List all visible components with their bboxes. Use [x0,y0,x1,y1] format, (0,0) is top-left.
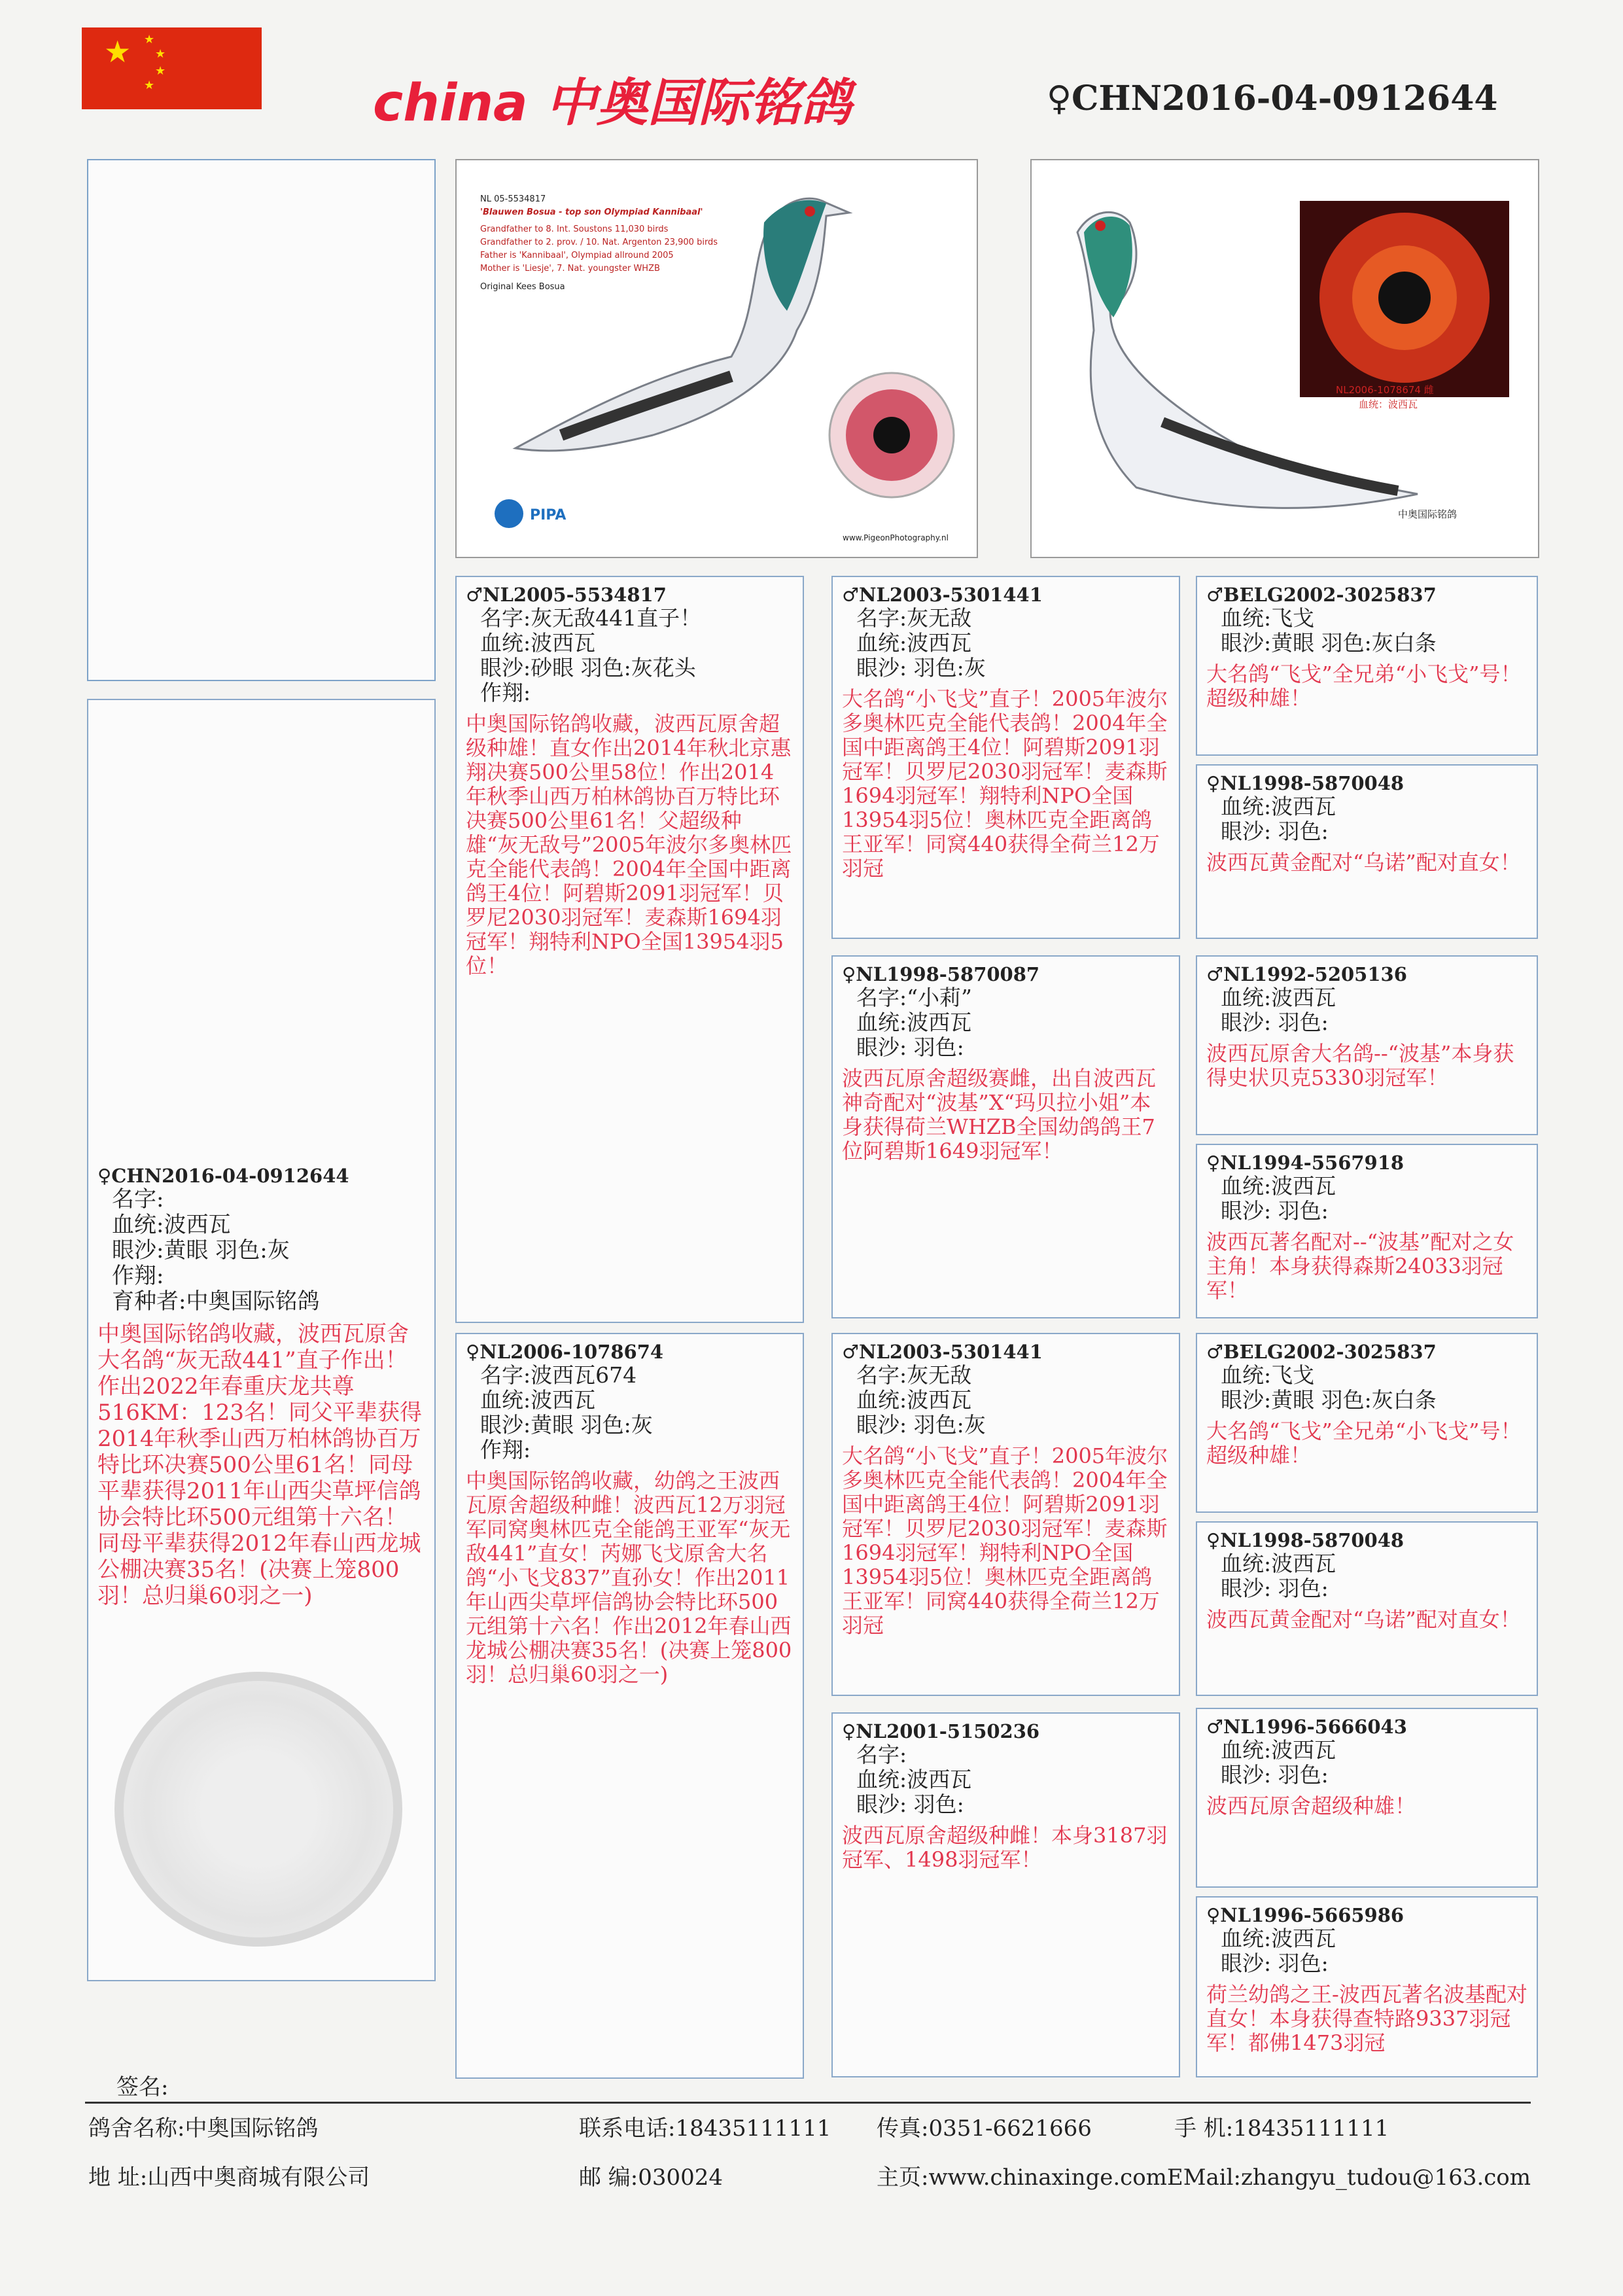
card-line: 血统:波西瓦 [856,1387,972,1413]
card-description: 中奥国际铭鸽收藏，波西瓦原舍超级种雄！直女作出2014年秋北京惠翔决赛500公里58位！作出2014年秋季山西万柏林鸽协百万特比环决赛500公里61名！父超级种雄“灰无敌号”2005年波尔多奥林匹克全能代表鸽！2004年全国中距离鸽王4位！阿碧斯2091羽冠军！贝罗尼2030羽冠军！麦森斯1694羽冠军！翔特利NPO全国13954羽5位！ [466,711,792,978]
card-line: 眼沙: 羽色: [856,1034,964,1060]
card-line: 名字:波西瓦674 [480,1362,637,1388]
flag-small-star-icon: ★ [155,64,166,78]
fax-number: 传真:0351-6621666 [877,2115,1092,2142]
photo-name: 'Blauwen Bosua - top son Olympiad Kannibaal' [480,207,703,217]
address: 地 址:山西中奥商城有限公司 [88,2164,370,2191]
pigeon-illustration-right [1032,160,1539,558]
card-line: 眼沙:黄眼 羽色:灰 [112,1237,290,1263]
pedigree-card-sire-dam [831,955,1180,1318]
card-line: 血统:波西瓦 [856,1010,972,1035]
footer-divider [85,2102,1531,2104]
card-line: 血统:波西瓦 [1221,985,1336,1010]
card-line: 作翔: [480,680,531,705]
card-head: ♀NL1998-5870087 [842,963,1040,985]
signature-label: 签名: [116,2074,169,2100]
pipa-logo: PIPA [530,507,567,523]
loft-name: 鸽舍名称:中奥国际铭鸽 [88,2115,319,2142]
china-flag [82,27,262,109]
card-line: 血统:波西瓦 [112,1212,231,1238]
card-description: 大名鸽“飞戈”全兄弟“小飞戈”号！超级种雄！ [1206,662,1522,711]
pedigree-card-ssd [1196,764,1538,939]
pedigree-card-sds [1196,955,1538,1135]
card-line: 眼沙:黄眼 羽色:灰 [480,1412,653,1438]
card-head: ♂BELG2002-3025837 [1206,1341,1437,1363]
card-head: ♀NL1994-5567918 [1206,1152,1405,1174]
card-line: 眼沙: 羽色:灰 [856,1412,986,1438]
contact-phone: 联系电话:18435111111 [579,2115,831,2142]
card-line: 名字: [112,1186,164,1212]
card-description: 波西瓦原舍大名鸽--“波基”本身获得史状贝克5330羽冠军！ [1206,1041,1514,1090]
card-line: 血统:波西瓦 [856,1767,972,1792]
card-line: 血统:波西瓦 [1221,1173,1336,1199]
card-head: ♀NL1998-5870048 [1206,1529,1405,1551]
photo-note: Father is 'Kannibaal', Olympiad allround 2005 [480,251,674,260]
card-description: 大名鸽“飞戈”全兄弟“小飞戈”号！超级种雄！ [1206,1419,1522,1468]
card-line: 血统:波西瓦 [1221,794,1336,819]
card-line: 血统:波西瓦 [1221,1926,1336,1951]
photo-website: www.PigeonPhotography.nl [843,533,949,542]
card-head: ♀CHN2016-04-0912644 [97,1165,349,1187]
card-line: 血统:飞戈 [1221,605,1315,631]
card-line: 作翔: [112,1263,164,1289]
card-line: 作翔: [480,1437,531,1462]
card-line: 育种者:中奥国际铭鸽 [112,1288,320,1315]
card-line: 眼沙:砂眼 羽色:灰花头 [480,655,696,680]
card-head: ♀NL1998-5870048 [1206,772,1405,794]
card-head: ♂BELG2002-3025837 [1206,584,1437,606]
pedigree-card-dss [1196,1333,1538,1513]
card-description: 中奥国际铭鸽收藏，波西瓦原舍大名鸽“灰无敌441”直子作出！作出2022年春重庆龙共尊516KM：123名！同父平辈获得2014年秋季山西万柏林鸽协百万特比环决赛500公里61名！同母平辈获得2011年山西尖草坪信鸽协会特比环500元组第十六名！同母平辈获得2012年春山西龙城公棚决赛35名！(决赛上笼800羽！总归巢60羽之一) [97,1321,423,1609]
card-line: 眼沙: 羽色: [1221,819,1329,844]
mobile-number: 手 机:18435111111 [1174,2115,1389,2142]
card-line: 血统:波西瓦 [856,630,972,656]
card-description: 波西瓦原舍超级赛雌，出自波西瓦神奇配对“波基”X“玛贝拉小姐”本身获得荷兰WHZB全国幼鸽鸽王7位阿碧斯1649羽冠军！ [842,1066,1157,1163]
pedigree-card-sire-sire [831,576,1180,939]
card-description: 波西瓦黄金配对“乌诺”配对直女！ [1206,850,1521,875]
blank-photo-panel [87,159,436,681]
photo-bloodline: 血统：波西瓦 [1359,398,1418,410]
card-head: ♂NL2005-5534817 [466,584,667,606]
card-head: ♂NL1992-5205136 [1206,963,1407,985]
pedigree-card-dds [1196,1708,1538,1888]
card-description: 波西瓦著名配对--“波基”配对之女主角！本身获得森斯24033羽冠军！ [1206,1229,1514,1303]
subject-ring-id: ♀CHN2016-04-0912644 [1047,79,1498,118]
pedigree-card-dam-dam [831,1712,1180,2077]
card-head: ♀NL1996-5665986 [1206,1904,1405,1926]
card-line: 血统:波西瓦 [480,1387,596,1413]
dam-photo [1030,159,1539,558]
pedigree-card-dam [455,1333,804,2079]
card-head: ♂NL2003-5301441 [842,584,1043,606]
card-line: 血统:波西瓦 [1221,1551,1336,1576]
card-description: 大名鸽“小飞戈”直子！2005年波尔多奥林匹克全能代表鸽！2004年全国中距离鸽王4位！阿碧斯2091羽冠军！贝罗尼2030羽冠军！麦森斯1694羽冠军！翔特利NPO全国13954羽5位！奥林匹克全距离鸽王亚军！同窝440获得全荷兰12万羽冠 [842,1443,1168,1638]
pedigree-card-ddd [1196,1896,1538,2077]
sire-photo [455,159,978,558]
card-description: 波西瓦原舍超级种雄！ [1206,1793,1416,1818]
card-description: 荷兰幼鸽之王-波西瓦著名波基配对直女！本身获得查特路9337羽冠军！都佛1473羽冠 [1206,1982,1527,2055]
card-description: 波西瓦原舍超级种雌！本身3187羽冠军、1498羽冠军！ [842,1823,1168,1872]
flag-small-star-icon: ★ [155,47,166,61]
pedigree-card-dsd [1196,1521,1538,1696]
card-line: 眼沙: 羽色: [1221,1576,1329,1601]
card-line: 名字:灰无敌 [856,605,972,631]
card-head: ♂NL2003-5301441 [842,1341,1043,1363]
card-description: 波西瓦黄金配对“乌诺”配对直女！ [1206,1607,1521,1632]
photo-ring: NL2006-1078674 雌 [1336,384,1434,396]
photo-ring: NL 05-5534817 [480,194,546,204]
card-line: 血统:飞戈 [1221,1362,1315,1388]
card-line: 名字:“小莉” [856,985,972,1010]
card-line: 眼沙: 羽色: [1221,1198,1329,1224]
photo-loft: 中奥国际铭鸽 [1398,508,1457,520]
card-line: 眼沙:黄眼 羽色:灰白条 [1221,1387,1437,1413]
pedigree-card-sire [455,576,804,1323]
postcode: 邮 编:030024 [579,2164,724,2191]
card-line: 眼沙:黄眼 羽色:灰白条 [1221,630,1437,656]
card-head: ♂NL1996-5666043 [1206,1716,1407,1738]
card-head: ♀NL2006-1078674 [466,1341,664,1363]
photo-note: Grandfather to 8. Int. Soustons 11,030 birds [480,224,669,234]
pigeon-illustration-left [457,160,978,558]
photo-origin: Original Kees Bosua [480,282,565,292]
pedigree-card-sdd [1196,1144,1538,1318]
card-description: 中奥国际铭鸽收藏，幼鸽之王波西瓦原舍超级种雌！波西瓦12万羽冠军同窝奥林匹克全能鸽王亚军“灰无敌441”直女！芮娜飞戈原舍大名鸽“小飞戈837”直孙女！作出2011年山西尖草坪信鸽协会特比环500元组第十六名！作出2012年春山西龙城公棚决赛35名！(决赛上笼800羽！总归巢60羽之一) [466,1468,792,1687]
card-line: 眼沙: 羽色: [1221,1762,1329,1788]
card-line: 眼沙: 羽色: [856,1792,964,1817]
card-line: 眼沙: 羽色: [1221,1010,1329,1035]
card-line: 血统:波西瓦 [1221,1737,1336,1763]
card-line: 眼沙: 羽色: [1221,1951,1329,1976]
flag-small-star-icon: ★ [144,33,155,46]
photo-note: Mother is 'Liesje', 7. Nat. youngster WHZB [480,264,660,274]
card-line: 名字:灰无敌441直子！ [480,605,702,631]
pedigree-card-dam-sire [831,1333,1180,1696]
card-line: 名字:灰无敌 [856,1362,972,1388]
embossed-seal [114,1672,402,1947]
photo-note: Grandfather to 2. prov. / 10. Nat. Argenton 23,900 birds [480,238,718,247]
homepage-email: 主页:www.chinaxinge.comEMail:zhangyu_tudou@163.com [877,2164,1531,2191]
flag-big-star-icon: ★ [104,34,131,69]
card-head: ♀NL2001-5150236 [842,1720,1040,1742]
page-title: china 中奥国际铭鸽 [373,74,852,133]
flag-small-star-icon: ★ [144,79,155,92]
card-line: 名字: [856,1742,907,1767]
card-line: 血统:波西瓦 [480,630,596,656]
card-description: 大名鸽“小飞戈”直子！2005年波尔多奥林匹克全能代表鸽！2004年全国中距离鸽王4位！阿碧斯2091羽冠军！贝罗尼2030羽冠军！麦森斯1694羽冠军！翔特利NPO全国13954羽5位！奥林匹克全距离鸽王亚军！同窝440获得全荷兰12万羽冠 [842,686,1168,881]
pedigree-card-sss [1196,576,1538,756]
card-line: 眼沙: 羽色:灰 [856,655,986,680]
